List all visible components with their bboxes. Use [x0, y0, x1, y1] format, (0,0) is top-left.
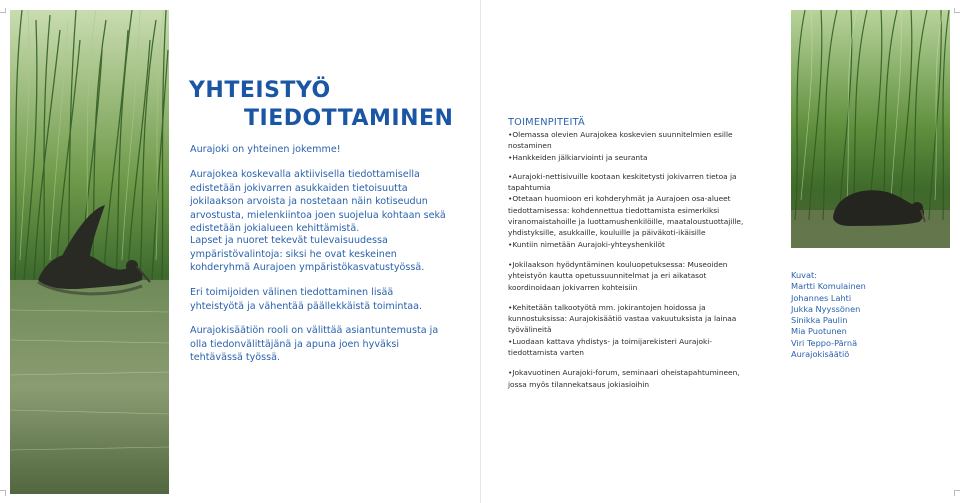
list-item: •Jokavuotinen Aurajoki-forum, seminaari oheistapahtumineen, jossa myös tilannekatsaus jokiasioihin	[508, 368, 740, 389]
tagline: Aurajoki on yhteinen jokemme!	[190, 144, 341, 155]
credit-name: Mia Puotunen	[791, 326, 847, 337]
list-item: •Jokilaakson hyödyntäminen kouluopetuksessa: Museoiden yhteistyön kautta opetussuunnitelmat ja eri aikatasot koordinoidaan jokivarren kohteisiin	[508, 259, 728, 292]
intro-paragraph: Aurajokea koskevalla aktiivisella tiedottamisella edistetään jokivarren asukkaiden tietoisuutta jokilaakson arvoista ja nostetaan näin kotiseudun arvostusta, mielenkiintoa joen suojelua kohtaan sekä edistetään jokialueen kehittämistä.	[190, 169, 446, 234]
credit-name: Aurajokisäätiö	[791, 349, 850, 360]
section-heading-measures: TOIMENPITEITÄ	[508, 117, 585, 128]
photo-reeds-bird-water	[10, 10, 169, 494]
title-line-2: TIEDOTTAMINEN	[244, 106, 454, 131]
list-item: •Kuntiin nimetään Aurajoki-yhteyshenkilöt	[508, 239, 665, 249]
list-item: •Otetaan huomioon eri kohderyhmät ja Aurajoen osa-alueet tiedottamisessa: kohdennettua tiedottamista esimerkiksi viranomaistahoille ja luottamushenkilöille, maataloustuottajille, yhdistyksille, asukkaille, kouluille ja päiväkoti-ikäisille	[508, 194, 744, 238]
credit-name: Martti Komulainen	[791, 281, 866, 292]
crop-mark	[0, 490, 6, 491]
list-item: •Aurajoki-nettisivuille kootaan keskitetysti jokivarren tietoa ja tapahtumia	[508, 171, 737, 193]
crop-mark	[954, 490, 960, 491]
credit-name: Johannes Lahti	[791, 292, 852, 303]
list-item: •Luodaan kattava yhdistys- ja toimijarekisteri Aurajoki-tiedottamista varten	[508, 336, 712, 358]
list-item: •Hankkeiden jälkiarviointi ja seuranta	[508, 152, 648, 162]
crop-mark	[954, 12, 960, 13]
list-item: •Kehitetään talkootyötä mm. jokirantojen hoidossa ja kunnostuksissa: Aurajokisäätiö vastaa vakuutuksista ja lainaa työvälineitä	[508, 302, 737, 335]
crop-mark	[0, 12, 6, 13]
measures-list	[508, 129, 756, 390]
credit-name: Viri Teppo-Pärnä	[791, 337, 858, 348]
foundation-role-paragraph: Aurajokisäätiön rooli on välittää asiantuntemusta ja olla tiedonvälittäjänä ja apuna joen hyväksi tehtävässä työssä.	[190, 325, 439, 363]
title-line-1: YHTEISTYÖ	[189, 78, 331, 103]
credit-name: Jukka Nyyssönen	[791, 303, 861, 314]
credit-name: Sinikka Paulin	[791, 315, 848, 326]
page-fold	[480, 0, 481, 503]
list-item: •Olemassa olevien Aurajokea koskevien suunnitelmien esille nostaminen	[508, 130, 733, 151]
children-paragraph: Lapset ja nuoret tekevät tulevaisuudessa ympäristövalintoja: siksi he ovat keskeinen kohderyhmä Aurajoen ympäristökasvatustyössä.	[190, 235, 425, 273]
cooperation-paragraph: Eri toimijoiden välinen tiedottaminen lisää yhteistyötä ja vähentää päällekkäistä toimintaa.	[190, 287, 423, 312]
credits-label: Kuvat:	[791, 270, 817, 280]
photo-credits	[791, 270, 921, 360]
photo-reeds-bird	[791, 10, 950, 248]
